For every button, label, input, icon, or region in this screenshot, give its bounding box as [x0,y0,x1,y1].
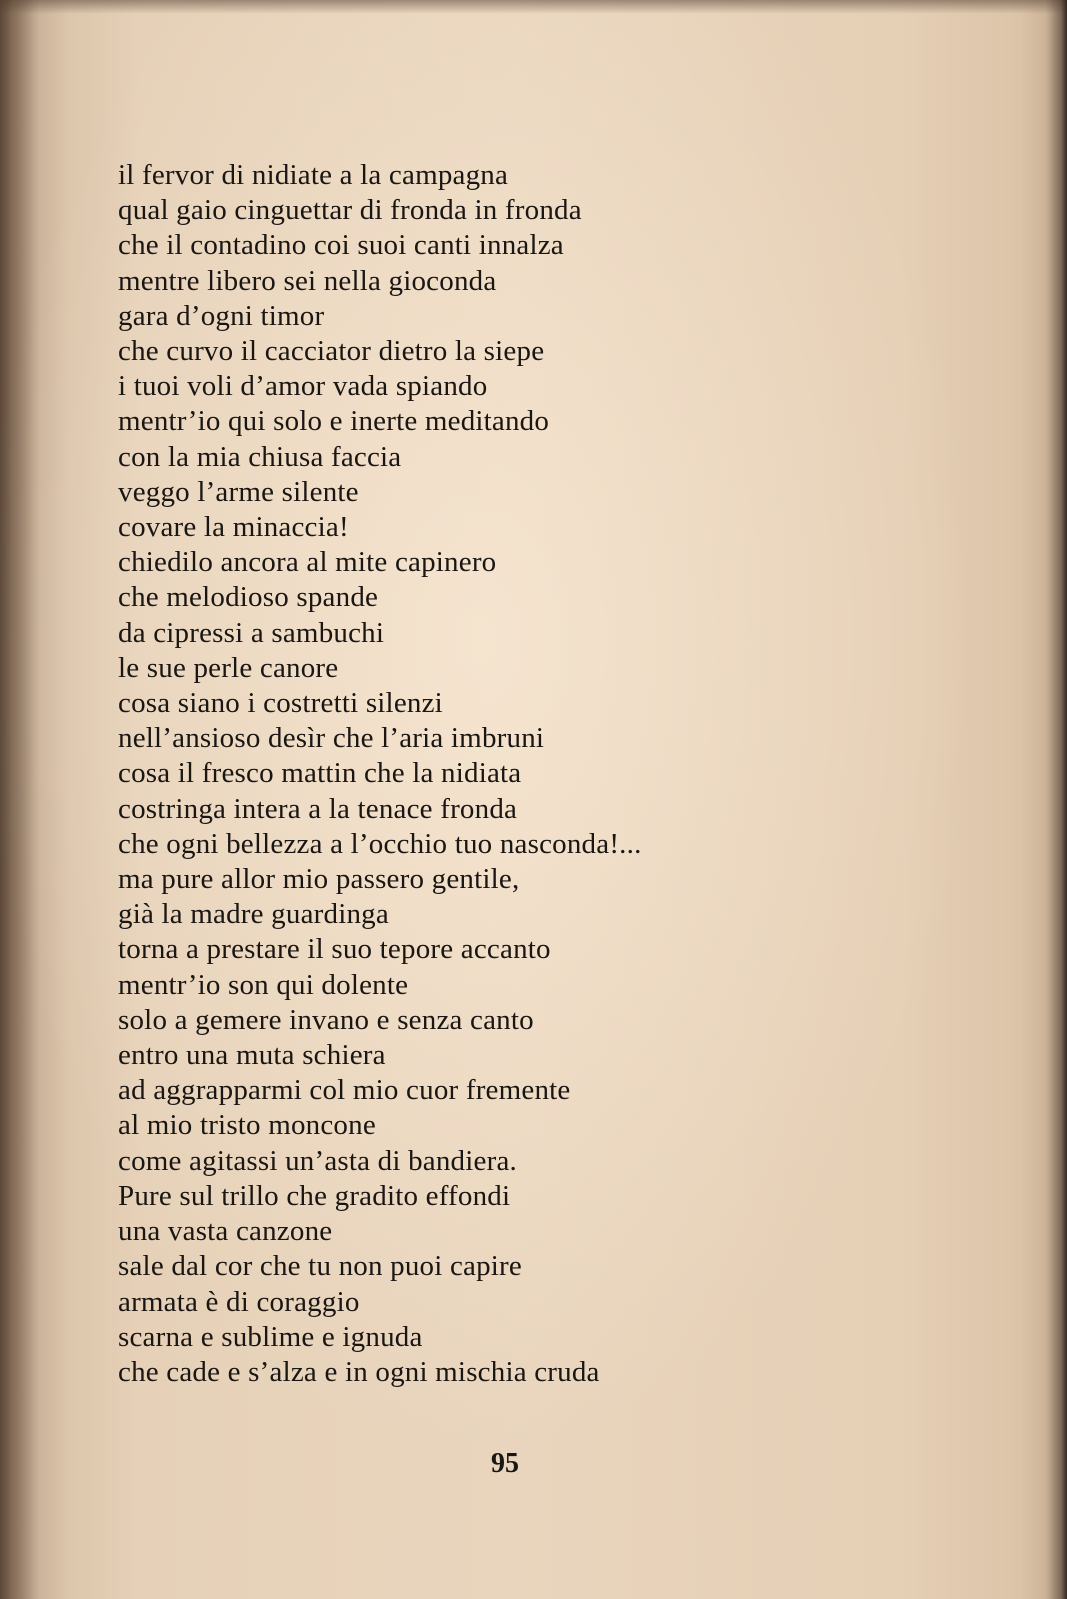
poem-line: gara d’ogni timor [118,299,325,332]
poem-line: che cade e s’alza e in ogni mischia cruda [118,1355,600,1388]
poem-line: scarna e sublime e ignuda [118,1320,423,1353]
poem-line: che curvo il cacciator dietro la siepe [118,335,545,368]
poem-line: cosa siano i costretti silenzi [118,687,443,720]
poem-line: una vasta canzone [118,1215,333,1248]
poem-line: al mio tristo moncone [118,1109,376,1142]
poem-line: cosa il fresco mattin che la nidiata [118,757,522,790]
poem-line: che il contadino coi suoi canti innalza [118,229,564,262]
poem-line: mentr’io son qui dolente [118,968,409,1001]
poem-line: covare la minaccia! [118,511,349,544]
poem-line: nell’ansioso desìr che l’aria imbruni [118,722,545,755]
poem-line: solo a gemere invano e senza canto [118,1003,534,1036]
poem-line: che ogni bellezza a l’occhio tuo nasconda!... [118,827,642,860]
poem-line: con la mia chiusa faccia [118,440,402,473]
poem-line: sale dal cor che tu non puoi capire [118,1250,522,1283]
poem-line: torna a prestare il suo tepore accanto [118,933,551,966]
page-number: 95 [491,1448,519,1479]
poem-line: il fervor di nidiate a la campagna [118,159,509,191]
spine-shadow [0,0,40,1599]
poem-line: i tuoi voli d’amor vada spiando [118,370,488,403]
poem-line: veggo l’arme silente [118,475,359,508]
poem-line: mentre libero sei nella gioconda [118,264,497,297]
poem-line: armata è di coraggio [118,1285,360,1318]
poem-line: mentr’io qui solo e inerte meditando [118,405,550,438]
poem-line: entro una muta schiera [118,1039,386,1072]
poem-line: da cipressi a sambuchi [118,616,385,649]
poem-line: che melodioso spande [118,581,379,614]
poem-line: qual gaio cinguettar di fronda in fronda [118,194,582,227]
poem-line: ma pure allor mio passero gentile, [118,863,520,896]
poem-line: costringa intera a la tenace fronda [118,792,518,825]
poem-line: ad aggrapparmi col mio cuor fremente [118,1074,571,1107]
poem-line: già la madre guardinga [118,898,389,931]
poem-line: come agitassi un’asta di bandiera. [118,1144,517,1177]
poem-line: Pure sul trillo che gradito effondi [118,1179,511,1212]
poem-line: chiedilo ancora al mite capinero [118,546,497,579]
poem-text [118,158,758,1390]
poem-line: le sue perle canore [118,651,339,684]
